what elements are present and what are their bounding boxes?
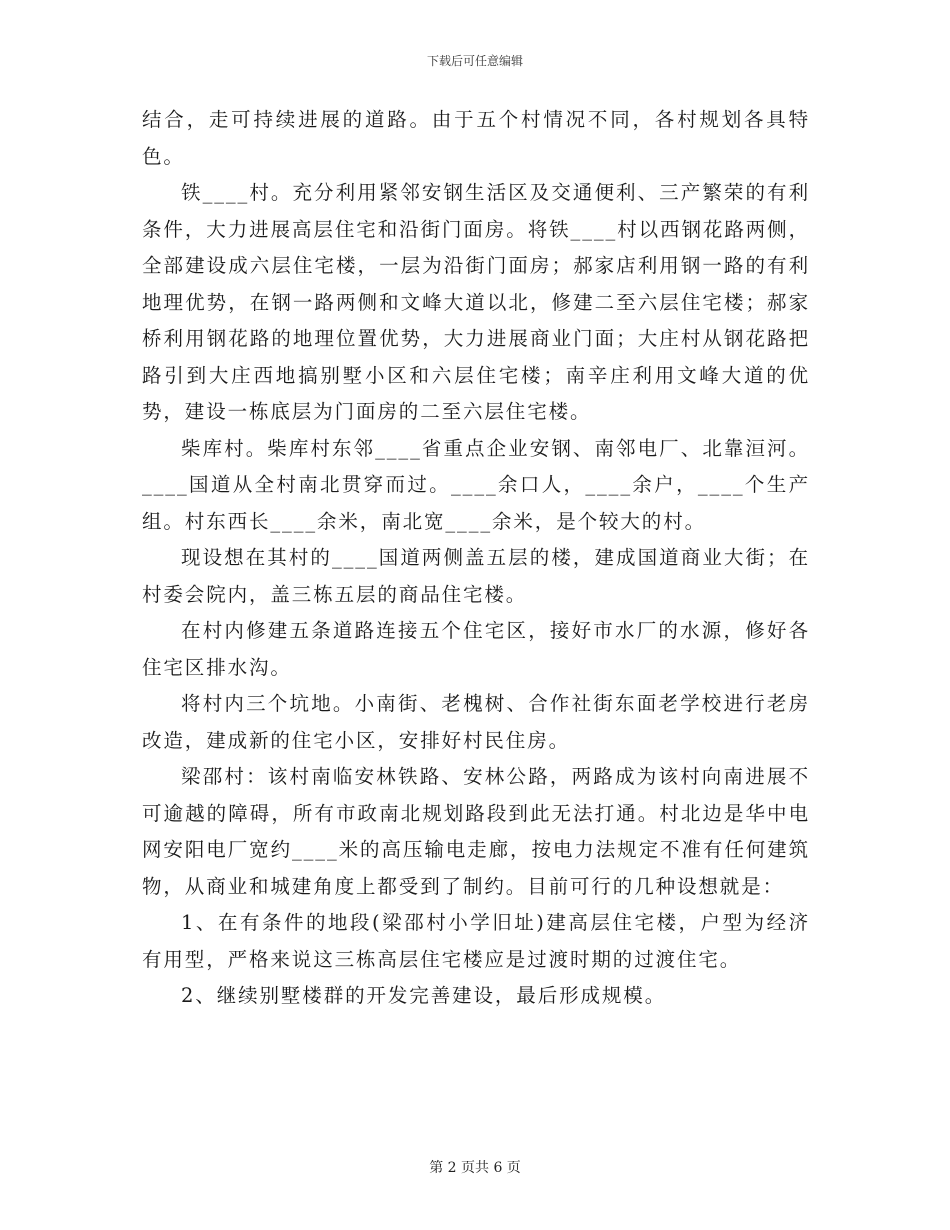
page-header: 下载后可任意编辑 bbox=[426, 54, 523, 68]
paragraph: 铁____村。充分利用紧邻安钢生活区及交通便利、三产繁荣的有利条件，大力进展高层住宅和沿街门面房。将铁____村以西钢花路两侧，全部建设成六层住宅楼，一层为沿街门面房；郝家店利用钢一路的有利地理优势，在钢一路两侧和文峰大道以北，修建二至六层住宅楼；郝家桥利用钢花路的地理位置优势，大力进展商业门面；大庄村从钢花路把路引到大庄西地搞别墅小区和六层住宅楼；南辛庄利用文峰大道的优势，建设一栋底层为门面房的二至六层住宅楼。 bbox=[142, 181, 810, 423]
paragraph: 柴库村。柴库村东邻____省重点企业安钢、南邻电厂、北靠洹河。____国道从全村南北贯穿而过。____余口人，____余户，____个生产组。村东西长____余米，南北宽____余米，是个较大的村。 bbox=[142, 436, 810, 533]
paragraph: 现设想在其村的____国道两侧盖五层的楼，建成国道商业大街；在村委会院内，盖三栋五层的商品住宅楼。 bbox=[142, 546, 810, 606]
page-number-footer: 第 2 页共 6 页 bbox=[429, 1160, 521, 1176]
paragraph: 结合，走可持续进展的道路。由于五个村情况不同，各村规划各具特色。 bbox=[142, 108, 810, 168]
document-body bbox=[142, 102, 810, 1015]
paragraph: 在村内修建五条道路连接五个住宅区，接好市水厂的水源，修好各住宅区排水沟。 bbox=[142, 619, 810, 679]
paragraph: 梁邵村：该村南临安林铁路、安林公路，两路成为该村向南进展不可逾越的障碍，所有市政南北规划路段到此无法打通。村北边是华中电网安阳电厂宽约____米的高压输电走廊，按电力法规定不准有任何建筑物，从商业和城建角度上都受到了制约。目前可行的几种设想就是： bbox=[142, 765, 810, 898]
paragraph: 将村内三个坑地。小南街、老槐树、合作社街东面老学校进行老房改造，建成新的住宅小区，安排好村民住房。 bbox=[142, 692, 810, 752]
paragraph: 2、继续别墅楼群的开发完善建设，最后形成规模。 bbox=[181, 984, 667, 1007]
paragraph: 1、在有条件的地段(梁邵村小学旧址)建高层住宅楼，户型为经济有用型，严格来说这三栋高层住宅楼应是过渡时期的过渡住宅。 bbox=[142, 911, 810, 971]
